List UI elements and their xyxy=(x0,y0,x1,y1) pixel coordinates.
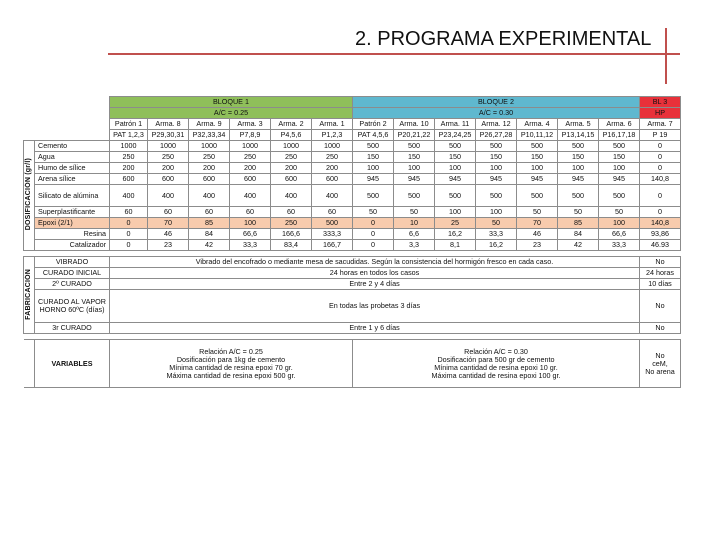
dosage-cell: 250 xyxy=(230,152,271,163)
block-2-header: BLOQUE 2 xyxy=(353,97,640,108)
dosage-cell: 0 xyxy=(353,229,394,240)
dosage-cell: 3,3 xyxy=(394,240,435,251)
dosage-cell: 50 xyxy=(353,207,394,218)
dosage-cell: 1000 xyxy=(312,141,353,152)
dosage-cell: 33,3 xyxy=(230,240,271,251)
fabrication-block3: No xyxy=(640,257,681,268)
row-label: Agua xyxy=(35,152,110,163)
dosage-cell: 100 xyxy=(476,163,517,174)
page-title: 2. PROGRAMA EXPERIMENTAL xyxy=(355,28,652,50)
title-rule-horizontal xyxy=(108,53,680,55)
row-label: Epoxi (2/1) xyxy=(35,218,110,229)
dosage-cell: 16,2 xyxy=(435,229,476,240)
dosage-cell: 60 xyxy=(110,207,148,218)
fabrication-block3: 24 horas xyxy=(640,268,681,279)
dosage-cell: 23 xyxy=(148,240,189,251)
fabrication-description: Entre 1 y 6 días xyxy=(110,323,640,334)
dosage-cell: 50 xyxy=(558,207,599,218)
block-1-ratio: A/C = 0.25 xyxy=(110,108,353,119)
dosage-cell: 50 xyxy=(394,207,435,218)
dosage-cell: 166,6 xyxy=(271,229,312,240)
fabrication-block3: 10 días xyxy=(640,279,681,290)
fabrication-label: 2º CURADO xyxy=(35,279,110,290)
corner-blank xyxy=(24,97,110,108)
row-label: Resina xyxy=(35,229,110,240)
section-dosificacion xyxy=(24,141,35,251)
row-label: Superplastificante xyxy=(35,207,110,218)
dosage-cell: 1000 xyxy=(189,141,230,152)
dosage-cell: 8,1 xyxy=(435,240,476,251)
variables-line: Mínima cantidad de resina epoxi 10 gr. xyxy=(434,362,558,372)
variables-line: ceM, xyxy=(652,358,668,368)
dosage-cell: 0 xyxy=(353,218,394,229)
fabrication-label: CURADO AL VAPOR HORNO 60ºC (días) xyxy=(35,290,110,323)
column-header: Patrón 2 xyxy=(353,119,394,130)
dosage-cell: 400 xyxy=(312,185,353,207)
dosage-cell: 945 xyxy=(353,174,394,185)
dosage-cell: 60 xyxy=(230,207,271,218)
dosage-cell: 66,6 xyxy=(599,229,640,240)
variables-line: Relación A/C = 0.30 xyxy=(464,346,528,356)
dosage-cell: 150 xyxy=(517,152,558,163)
section-fabricacion xyxy=(24,257,35,334)
dosage-cell: 0 xyxy=(110,218,148,229)
dosage-cell: 150 xyxy=(476,152,517,163)
fabrication-label: 3r CURADO xyxy=(35,323,110,334)
dosage-cell: 25 xyxy=(435,218,476,229)
corner-blank xyxy=(24,130,110,141)
fabrication-label: VIBRADO xyxy=(35,257,110,268)
corner-blank xyxy=(24,108,110,119)
dosage-cell: 66,6 xyxy=(230,229,271,240)
dosage-cell: 333,3 xyxy=(312,229,353,240)
probetas-header: P10,11,12 xyxy=(517,130,558,141)
dosage-cell: 100 xyxy=(230,218,271,229)
section-fabricacion-label: FABRICACIÓN xyxy=(25,268,32,320)
dosage-cell: 0 xyxy=(110,240,148,251)
dosage-cell: 42 xyxy=(189,240,230,251)
dosage-cell: 60 xyxy=(312,207,353,218)
variables-line: No xyxy=(655,350,665,360)
dosage-cell: 600 xyxy=(312,174,353,185)
column-header: Arma. 7 xyxy=(640,119,681,130)
section-dosificacion-label: DOSIFICACIÓN (gr/l) xyxy=(25,158,32,231)
variables-line: Máxima cantidad de resina epoxi 500 gr. xyxy=(166,370,296,380)
column-header: Arma. 6 xyxy=(599,119,640,130)
dosage-cell: 600 xyxy=(110,174,148,185)
dosage-cell: 250 xyxy=(271,152,312,163)
dosage-cell: 500 xyxy=(517,141,558,152)
dosage-cell: 500 xyxy=(558,141,599,152)
fabrication-label: CURADO INICIAL xyxy=(35,268,110,279)
variables-label: VARIABLES xyxy=(35,340,110,388)
dosage-cell: 150 xyxy=(599,152,640,163)
column-header: Patrón 1 xyxy=(110,119,148,130)
dosage-cell: 150 xyxy=(353,152,394,163)
variables-block-1 xyxy=(110,340,353,388)
variables-line: Máxima cantidad de resina epoxi 100 gr. xyxy=(431,370,561,380)
fabrication-block3: No xyxy=(640,323,681,334)
column-header: Arma. 4 xyxy=(517,119,558,130)
dosage-cell: 500 xyxy=(435,141,476,152)
variables-side xyxy=(24,340,35,388)
dosage-cell: 500 xyxy=(599,185,640,207)
dosage-cell: 500 xyxy=(312,218,353,229)
dosage-cell: 60 xyxy=(189,207,230,218)
dosage-cell: 945 xyxy=(599,174,640,185)
title-rule-vertical xyxy=(665,28,667,84)
dosage-cell: 0 xyxy=(110,229,148,240)
column-header: Arma. 1 xyxy=(312,119,353,130)
block-3-ratio: HP xyxy=(640,108,681,119)
probetas-header: PAT 4,5,6 xyxy=(353,130,394,141)
dosage-cell: 500 xyxy=(599,141,640,152)
dosage-cell: 250 xyxy=(312,152,353,163)
dosage-cell: 140,8 xyxy=(640,218,681,229)
experimental-program-table xyxy=(23,96,681,388)
dosage-cell: 50 xyxy=(476,218,517,229)
dosage-cell: 33,3 xyxy=(476,229,517,240)
dosage-cell: 200 xyxy=(271,163,312,174)
column-header: Arma. 5 xyxy=(558,119,599,130)
dosage-cell: 60 xyxy=(271,207,312,218)
probetas-header: P4,5,6 xyxy=(271,130,312,141)
dosage-cell: 0 xyxy=(640,152,681,163)
dosage-cell: 600 xyxy=(230,174,271,185)
probetas-header: P 19 xyxy=(640,130,681,141)
probetas-header: P29,30,31 xyxy=(148,130,189,141)
dosage-cell: 1000 xyxy=(148,141,189,152)
dosage-cell: 150 xyxy=(435,152,476,163)
dosage-cell: 600 xyxy=(271,174,312,185)
probetas-header: P32,33,34 xyxy=(189,130,230,141)
dosage-cell: 33,3 xyxy=(599,240,640,251)
dosage-cell: 945 xyxy=(476,174,517,185)
column-header: Arma. 10 xyxy=(394,119,435,130)
dosage-cell: 42 xyxy=(558,240,599,251)
dosage-cell: 46 xyxy=(517,229,558,240)
dosage-cell: 100 xyxy=(353,163,394,174)
fabrication-description: 24 horas en todos los casos xyxy=(110,268,640,279)
probetas-header: P26,27,28 xyxy=(476,130,517,141)
dosage-cell: 500 xyxy=(353,141,394,152)
dosage-cell: 400 xyxy=(271,185,312,207)
dosage-cell: 140,8 xyxy=(640,174,681,185)
dosage-cell: 0 xyxy=(353,240,394,251)
probetas-header: P20,21,22 xyxy=(394,130,435,141)
dosage-cell: 166,7 xyxy=(312,240,353,251)
probetas-header: P23,24,25 xyxy=(435,130,476,141)
variables-block-3 xyxy=(640,340,681,388)
variables-line: Dosificación para 500 gr de cemento xyxy=(437,354,555,364)
corner-blank xyxy=(24,119,110,130)
row-label: Arena sílice xyxy=(35,174,110,185)
dosage-cell: 23 xyxy=(517,240,558,251)
dosage-cell: 945 xyxy=(558,174,599,185)
block-2-ratio: A/C = 0.30 xyxy=(353,108,640,119)
dosage-cell: 400 xyxy=(110,185,148,207)
dosage-cell: 0 xyxy=(640,141,681,152)
dosage-cell: 200 xyxy=(312,163,353,174)
probetas-header: P7,8,9 xyxy=(230,130,271,141)
dosage-cell: 70 xyxy=(517,218,558,229)
fabrication-block3: No xyxy=(640,290,681,323)
dosage-cell: 100 xyxy=(558,163,599,174)
dosage-cell: 150 xyxy=(394,152,435,163)
dosage-cell: 93,86 xyxy=(640,229,681,240)
dosage-cell: 400 xyxy=(230,185,271,207)
dosage-cell: 500 xyxy=(394,185,435,207)
variables-line: Dosificación para 1kg de cemento xyxy=(176,354,286,364)
dosage-cell: 945 xyxy=(517,174,558,185)
dosage-cell: 100 xyxy=(599,218,640,229)
dosage-cell: 46 xyxy=(148,229,189,240)
dosage-cell: 200 xyxy=(189,163,230,174)
dosage-cell: 100 xyxy=(394,163,435,174)
dosage-cell: 200 xyxy=(230,163,271,174)
dosage-cell: 250 xyxy=(148,152,189,163)
row-label: Silicato de alúmina xyxy=(35,185,110,207)
column-header: Arma. 11 xyxy=(435,119,476,130)
probetas-header: P13,14,15 xyxy=(558,130,599,141)
dosage-cell: 945 xyxy=(435,174,476,185)
column-header: Arma. 9 xyxy=(189,119,230,130)
dosage-cell: 100 xyxy=(435,207,476,218)
dosage-cell: 10 xyxy=(394,218,435,229)
dosage-cell: 500 xyxy=(476,185,517,207)
dosage-cell: 600 xyxy=(148,174,189,185)
dosage-cell: 400 xyxy=(148,185,189,207)
dosage-cell: 200 xyxy=(148,163,189,174)
row-label: Humo de sílice xyxy=(35,163,110,174)
dosage-cell: 16,2 xyxy=(476,240,517,251)
dosage-cell: 1000 xyxy=(271,141,312,152)
fabrication-description: Entre 2 y 4 días xyxy=(110,279,640,290)
dosage-cell: 100 xyxy=(599,163,640,174)
dosage-cell: 100 xyxy=(476,207,517,218)
dosage-cell: 0 xyxy=(640,207,681,218)
dosage-cell: 85 xyxy=(189,218,230,229)
column-header: Arma. 3 xyxy=(230,119,271,130)
column-header: Arma. 8 xyxy=(148,119,189,130)
column-header: Arma. 2 xyxy=(271,119,312,130)
dosage-cell: 1000 xyxy=(110,141,148,152)
dosage-cell: 150 xyxy=(558,152,599,163)
dosage-cell: 500 xyxy=(476,141,517,152)
dosage-cell: 500 xyxy=(435,185,476,207)
dosage-cell: 500 xyxy=(517,185,558,207)
variables-line: Mínima cantidad de resina epoxi 70 gr. xyxy=(169,362,293,372)
row-label: Catalizador xyxy=(35,240,110,251)
dosage-cell: 50 xyxy=(599,207,640,218)
fabrication-description: Vibrado del encofrado o mediante mesa de sacudidas. Según la consistencia del hormigón fresco en cada caso. xyxy=(110,257,640,268)
dosage-cell: 84 xyxy=(189,229,230,240)
dosage-cell: 85 xyxy=(558,218,599,229)
probetas-header: P16,17,18 xyxy=(599,130,640,141)
dosage-cell: 83,4 xyxy=(271,240,312,251)
dosage-cell: 200 xyxy=(110,163,148,174)
row-label: Cemento xyxy=(35,141,110,152)
block-1-header: BLOQUE 1 xyxy=(110,97,353,108)
dosage-cell: 500 xyxy=(353,185,394,207)
probetas-header: PAT 1,2,3 xyxy=(110,130,148,141)
dosage-cell: 46.93 xyxy=(640,240,681,251)
dosage-cell: 70 xyxy=(148,218,189,229)
dosage-cell: 1000 xyxy=(230,141,271,152)
dosage-cell: 400 xyxy=(189,185,230,207)
dosage-cell: 84 xyxy=(558,229,599,240)
dosage-cell: 945 xyxy=(394,174,435,185)
dosage-cell: 250 xyxy=(271,218,312,229)
dosage-cell: 100 xyxy=(517,163,558,174)
variables-block-2 xyxy=(353,340,640,388)
column-header: Arma. 12 xyxy=(476,119,517,130)
block-3-header: BL 3 xyxy=(640,97,681,108)
dosage-cell: 500 xyxy=(558,185,599,207)
dosage-cell: 0 xyxy=(640,163,681,174)
dosage-cell: 6,6 xyxy=(394,229,435,240)
dosage-cell: 250 xyxy=(189,152,230,163)
dosage-cell: 600 xyxy=(189,174,230,185)
dosage-cell: 500 xyxy=(394,141,435,152)
variables-line: No arena xyxy=(645,366,675,376)
variables-line: Relación A/C = 0.25 xyxy=(199,346,263,356)
probetas-header: P1,2,3 xyxy=(312,130,353,141)
dosage-cell: 100 xyxy=(435,163,476,174)
fabrication-description: En todas las probetas 3 días xyxy=(110,290,640,323)
dosage-cell: 250 xyxy=(110,152,148,163)
dosage-cell: 60 xyxy=(148,207,189,218)
dosage-cell: 50 xyxy=(517,207,558,218)
dosage-cell: 0 xyxy=(640,185,681,207)
